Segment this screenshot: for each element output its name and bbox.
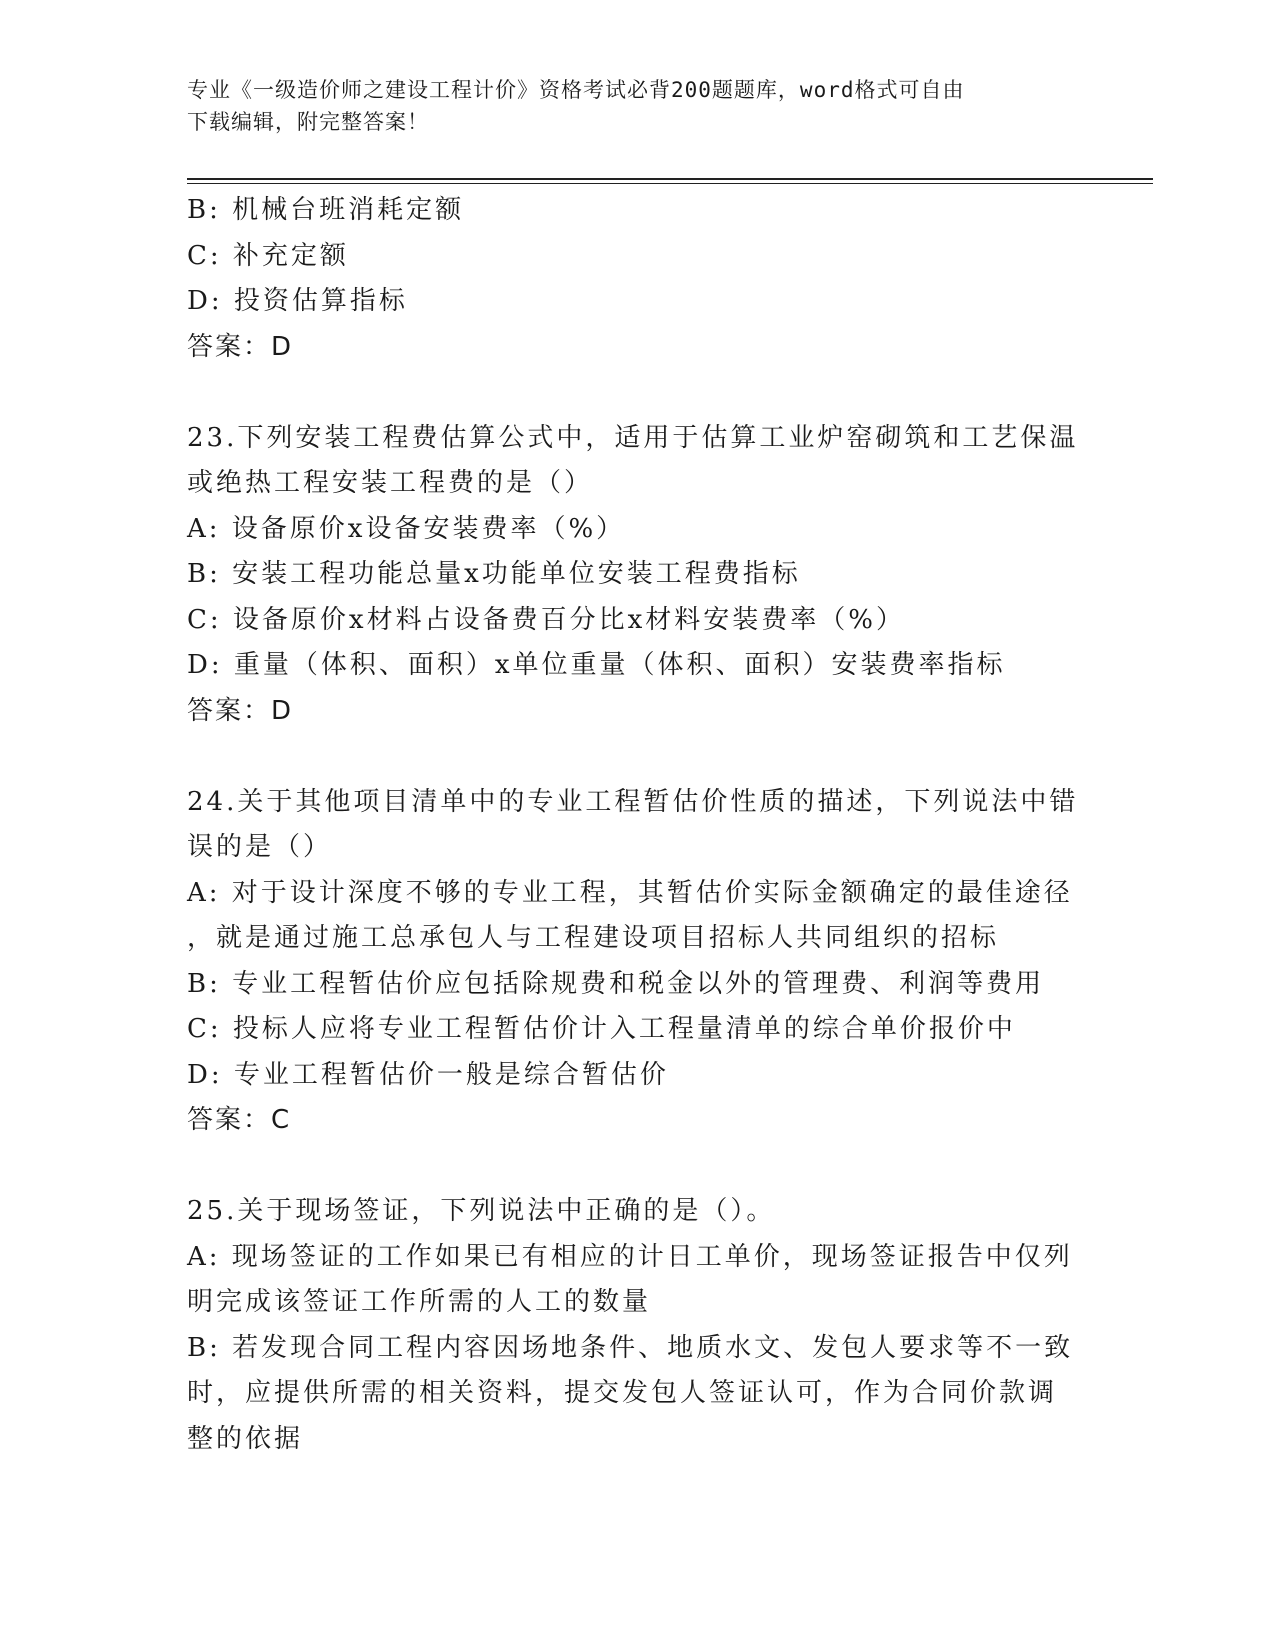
q24-option-a-line-2: ，就是通过施工总承包人与工程建设项目招标人共同组织的招标 [187,923,1000,953]
q25-option-a-line-1: A: 现场签证的工作如果已有相应的计日工单价，现场签证报告中仅列 [187,1241,1073,1272]
header-divider-thin [187,183,1153,184]
header-divider-thick [187,178,1153,180]
question-list [187,188,1107,1462]
question-23 [187,416,1107,735]
question-22 [187,188,1107,370]
q23-answer: 答案：D [187,695,294,726]
q23-option-a: A: 设备原价x设备安装费率（%） [187,513,626,544]
q22-answer: 答案：D [187,331,294,362]
header-line-1: 专业《一级造价师之建设工程计价》资格考试必背200题题库，word格式可自由 [187,78,965,102]
q25-option-b-line-1: B: 若发现合同工程内容因场地条件、地质水文、发包人要求等不一致 [187,1332,1074,1363]
q24-stem-line-1: 24.关于其他项目清单中的专业工程暂估价性质的描述，下列说法中错 [187,786,1079,817]
q23-option-b: B: 安装工程功能总量x功能单位安装工程费指标 [187,559,801,589]
q25-stem-line-1: 25.关于现场签证，下列说法中正确的是（）。 [187,1196,776,1226]
q24-option-d: D: 专业工程暂估价一般是综合暂估价 [187,1059,669,1090]
spacer [187,370,1107,416]
q22-option-b: B: 机械台班消耗定额 [187,195,465,225]
q24-option-a-line-1: A: 对于设计深度不够的专业工程，其暂估价实际金额确定的最佳途径 [187,877,1073,908]
q25-option-a-line-2: 明完成该签证工作所需的人工的数量 [187,1287,652,1317]
page-header [187,74,1067,138]
spacer [187,1144,1107,1190]
q25-option-b-line-2: 时，应提供所需的相关资料，提交发包人签证认可，作为合同价款调 [187,1378,1058,1408]
q24-option-c: C: 投标人应将专业工程暂估价计入工程量清单的综合单价报价中 [187,1014,1016,1044]
q23-option-d: D: 重量（体积、面积）x单位重量（体积、面积）安装费率指标 [187,650,1006,680]
spacer [187,734,1107,780]
question-25 [187,1189,1107,1462]
q24-answer: 答案：C [187,1105,292,1135]
q24-option-b: B: 专业工程暂估价应包括除规费和税金以外的管理费、利润等费用 [187,968,1045,999]
q23-option-c: C: 设备原价x材料占设备费百分比x材料安装费率（%） [187,604,905,635]
q22-option-c: C: 补充定额 [187,240,349,271]
q25-option-b-line-3: 整的依据 [187,1423,304,1454]
q22-option-d: D: 投资估算指标 [187,286,408,316]
q24-stem-line-2: 误的是（） [187,832,333,862]
question-24 [187,780,1107,1144]
header-line-2: 下载编辑，附完整答案！ [187,110,429,134]
q23-stem-line-2: 或绝热工程安装工程费的是（） [187,468,594,498]
q23-stem-line-1: 23.下列安装工程费估算公式中，适用于估算工业炉窑砌筑和工艺保温 [187,422,1079,453]
